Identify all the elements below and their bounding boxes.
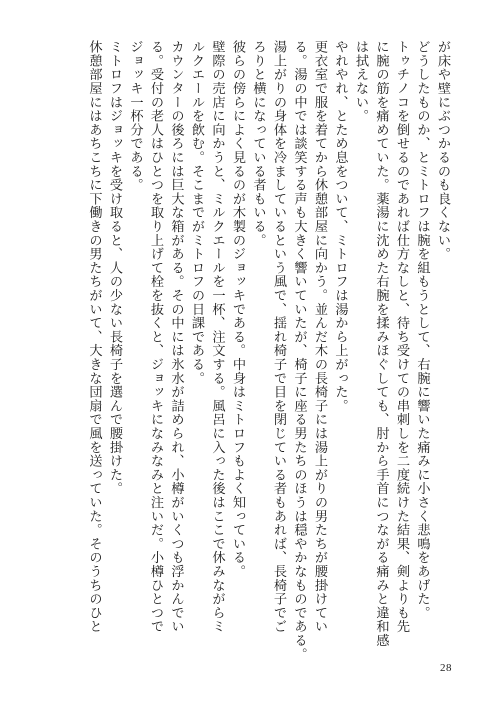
text-line: カウンターの後ろには巨大な箱がある。その中には氷水が詰められ、小樽がいくつも浮かんでい (168, 40, 184, 634)
text-line: どうしたものか、とミトロフは腕を組もうとして、右腕に響いた痛みに小さく悲鳴をあげた。 (414, 40, 430, 620)
text-line: る。湯の中では談笑する声も大きく響いていたが、椅子に座る男たちのほうは穏やかなものである。 (291, 40, 307, 661)
text-line: 壁際の売店に向かうと、ミルクエールを一杯、注文する。風呂に入った後はここで休みながらミ (209, 40, 225, 634)
text-line: ろりと横になっている者もいる。 (250, 40, 266, 247)
text-line: ルクエールを飲む。そこまでがミトロフの日課である。 (189, 40, 204, 385)
text-line: やれやれ、とため息をついて、ミトロフは湯から上がった。 (332, 40, 348, 413)
page-number: 28 (440, 662, 452, 674)
text-line: 彼らの傍らによく見るのが木製のジョッキである。中身はミトロフもよく知っている。 (230, 40, 245, 579)
text-line: 更衣室で服を着てから休憩部屋に向かう。並んだ木の長椅子には湯上がりの男たちが腰掛けてい (312, 40, 327, 634)
text-line: ジョッキ一杯分である。 (127, 40, 143, 192)
text-line: ミトロフはジョッキを受け取ると、人の少ない長椅子を選んで腰掛けた。 (107, 40, 122, 496)
text-line: に腕の筋を痛めていた。薬湯に沈めた右腕を揉みほぐしても、肘から手首につながる痛みと違和感 (373, 40, 389, 648)
text-line: トゥチノコを倒せるのであれば仕方なしと、待ち受けての串刺しを二度続けた結果、剣よりも先 (394, 40, 409, 634)
text-line: 湯上がりの身体を冷ましているという風で、揺れ椅子で目を閉じている者もあれば、長椅子でご (271, 40, 286, 634)
text-line: 休憩部屋にはあちこちに下働きの男たちがいて、大きな団扇で風を送っていた。そのうちのひと (86, 40, 102, 634)
body-text (83, 40, 452, 661)
text-line: が床や壁にぶつかるのも良くない。 (435, 40, 450, 261)
text-line: る。受付の老人はひとつを取り上げて栓を抜くと、ジョッキになみなみと注いだ。小樽ひとつで (148, 40, 163, 634)
text-line: は拭えない。 (353, 40, 368, 123)
